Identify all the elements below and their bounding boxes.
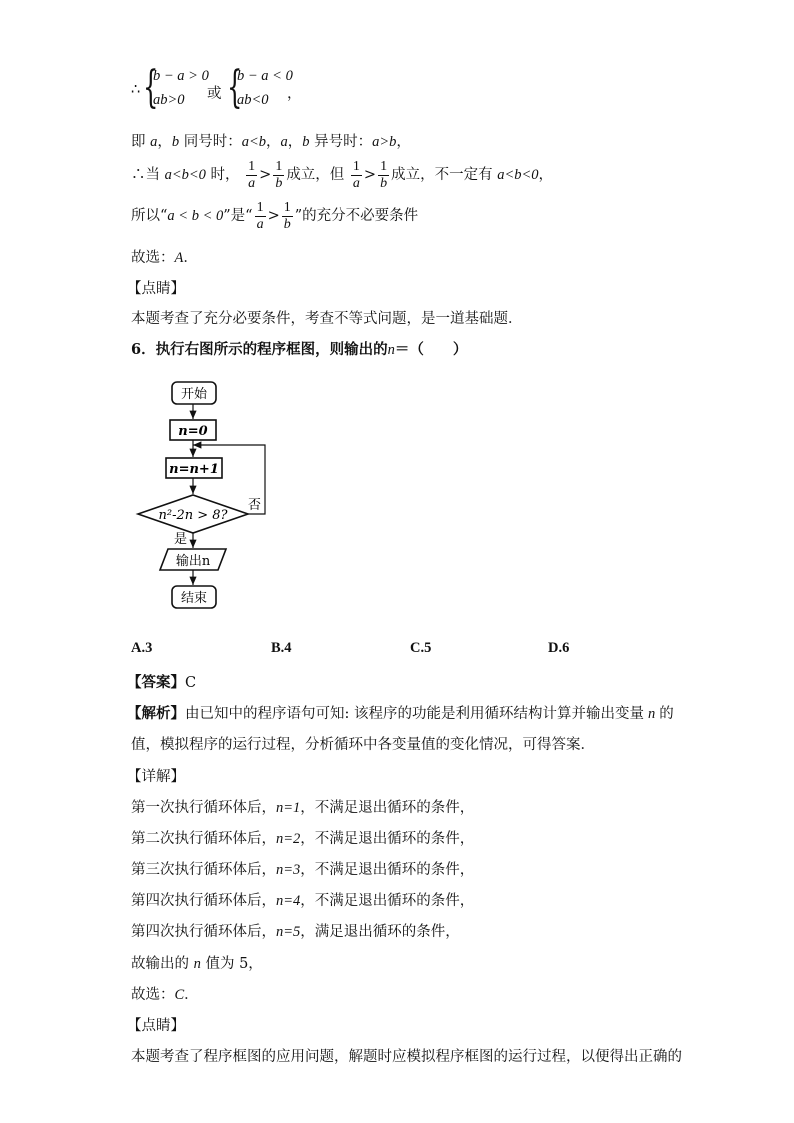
system2-row1: b − a < 0 — [237, 68, 293, 84]
question-6-stem — [131, 338, 467, 359]
text: ， — [538, 167, 554, 183]
text: 第四次执行循环体后， — [131, 893, 276, 909]
text: ， — [157, 134, 172, 150]
q5-review-text: 本题考查了充分必要条件，考查不等式问题，是一道基础题． — [131, 311, 523, 327]
gt-sign: > — [259, 167, 272, 183]
flow-init-label: n=0 — [178, 424, 208, 439]
so-line — [131, 198, 418, 234]
text: 6．执行右图所示的程序框图，则输出的 — [131, 341, 388, 358]
condition: a<b<0 — [497, 167, 539, 183]
text: 所以“ — [131, 208, 168, 224]
detail-tag: 【详解】 — [127, 769, 185, 785]
text: ，不满足退出循环的条件， — [300, 831, 475, 847]
q5-review-tag: 【点睛】 — [127, 281, 185, 297]
text: 同号时： — [179, 134, 242, 150]
q6-choice-line — [131, 983, 199, 1004]
value: n=4 — [276, 893, 301, 909]
numerator: 1 — [380, 158, 388, 174]
denominator: b — [380, 175, 388, 191]
step-line — [131, 920, 460, 941]
numerator: 1 — [283, 199, 291, 215]
flowchart — [130, 375, 290, 615]
analysis-tag: 【解析】 — [127, 705, 185, 722]
q5-choice-line — [131, 246, 198, 267]
numerator: 1 — [248, 158, 256, 174]
system-comma: ， — [287, 86, 302, 102]
text: ，不满足退出循环的条件， — [300, 862, 475, 878]
system1-row1: b − a > 0 — [153, 68, 209, 84]
analysis-line-2: 值，模拟程序的运行过程，分析循环中各变量值的变化情况，可得答案． — [131, 737, 595, 753]
denominator: a — [248, 175, 256, 191]
var-a: a — [280, 134, 288, 150]
var-b: b — [171, 134, 180, 150]
fraction-1-over-b — [273, 159, 284, 192]
answer-letter: C — [174, 987, 185, 1003]
q6-review-text: 本题考查了程序框图的应用问题，解题时应模拟程序框图的运行过程，以便得出正确的 — [131, 1049, 682, 1065]
value: n=3 — [276, 862, 301, 878]
system2-row2: ab<0 — [237, 92, 269, 108]
option-a: A.3 — [131, 640, 153, 656]
text: 由已知中的程序语句可知: 该程序的功能是利用循环结构计算并输出变量 — [185, 706, 644, 722]
text: ∴当 — [131, 167, 165, 183]
var-a: a — [150, 134, 158, 150]
text: 即 — [131, 134, 151, 150]
option-d: D.6 — [548, 640, 570, 656]
or-word: 或 — [207, 86, 222, 102]
fraction-1-over-a — [255, 200, 266, 233]
step-line — [131, 796, 474, 817]
condition: a < b < 0 — [167, 208, 224, 224]
option-b: B.4 — [271, 640, 292, 656]
text: ， — [287, 134, 303, 150]
denominator: b — [283, 216, 291, 232]
text: 成立，不一定有 — [391, 167, 498, 183]
text: ． — [183, 250, 198, 266]
text: ． — [184, 987, 199, 1003]
output-line — [131, 952, 263, 973]
text: 第一次执行循环体后， — [131, 800, 276, 816]
text: ， — [396, 134, 411, 150]
numerator: 1 — [275, 158, 283, 174]
text: ，满足退出循环的条件， — [300, 924, 460, 940]
system1-row2: ab>0 — [153, 92, 185, 108]
text: ， — [266, 134, 281, 150]
system-line — [131, 62, 331, 116]
text: 第四次执行循环体后， — [131, 924, 276, 940]
flow-step-label: n=n+1 — [169, 462, 219, 477]
var-n: n — [648, 706, 656, 722]
inequality: a>b — [372, 134, 397, 150]
flow-output-label: 输出n — [175, 554, 211, 569]
flow-no-label: 否 — [248, 498, 262, 513]
text: 故选： — [131, 250, 175, 266]
answer-line — [127, 671, 196, 692]
inequality: a<b — [241, 134, 267, 150]
text: 成立，但 — [286, 167, 345, 183]
denominator: b — [275, 175, 283, 191]
text: 第二次执行循环体后， — [131, 831, 276, 847]
text: 时， — [205, 167, 240, 183]
flow-decision-label: n²-2n > 8? — [158, 508, 228, 523]
numerator: 1 — [256, 199, 264, 215]
condition: a<b<0 — [164, 167, 206, 183]
text: ”是“ — [223, 208, 253, 224]
fraction-1-over-a — [351, 159, 362, 192]
text: 第三次执行循环体后， — [131, 862, 276, 878]
text: ”的充分不必要条件 — [294, 208, 419, 224]
text: 异号时： — [309, 134, 373, 150]
same-sign-line — [131, 130, 411, 151]
text: 故选： — [131, 987, 175, 1003]
flow-yes-label: 是 — [174, 532, 188, 547]
step-line — [131, 858, 474, 879]
flow-start-label: 开始 — [180, 387, 208, 402]
fraction-1-over-b — [378, 159, 389, 192]
fraction-1-over-a — [246, 159, 257, 192]
text: 的 — [659, 706, 674, 722]
analysis-line-1 — [127, 702, 674, 723]
denominator: a — [352, 175, 360, 191]
value: n=2 — [276, 831, 301, 847]
q6-review-tag: 【点睛】 — [127, 1018, 185, 1034]
text: 故输出的 — [131, 956, 194, 972]
numerator: 1 — [352, 158, 360, 174]
text: 值为 5， — [200, 956, 263, 972]
left-brace: { — [143, 62, 159, 113]
text: ＝（ ） — [394, 341, 468, 358]
answer-tag: 【答案】 — [127, 674, 185, 691]
text: ，不满足退出循环的条件， — [300, 893, 475, 909]
step-line — [131, 827, 474, 848]
denominator: a — [256, 216, 264, 232]
therefore-symbol: ∴ — [131, 82, 141, 98]
gt-sign: > — [267, 208, 280, 224]
var-n: n — [193, 956, 201, 972]
gt-sign: > — [363, 167, 377, 183]
fraction-1-over-b — [282, 200, 293, 233]
value: n=5 — [276, 924, 301, 940]
answer-letter: A — [174, 250, 184, 266]
when-line — [131, 157, 553, 193]
var-b: b — [302, 134, 310, 150]
flow-end-label: 结束 — [180, 591, 208, 606]
option-c: C.5 — [410, 640, 432, 656]
var-n: n — [387, 342, 395, 358]
step-line — [131, 889, 474, 910]
answer-value: C — [185, 675, 197, 691]
value: n=1 — [276, 800, 301, 816]
right-brace: { — [227, 62, 243, 113]
text: ，不满足退出循环的条件， — [300, 800, 475, 816]
